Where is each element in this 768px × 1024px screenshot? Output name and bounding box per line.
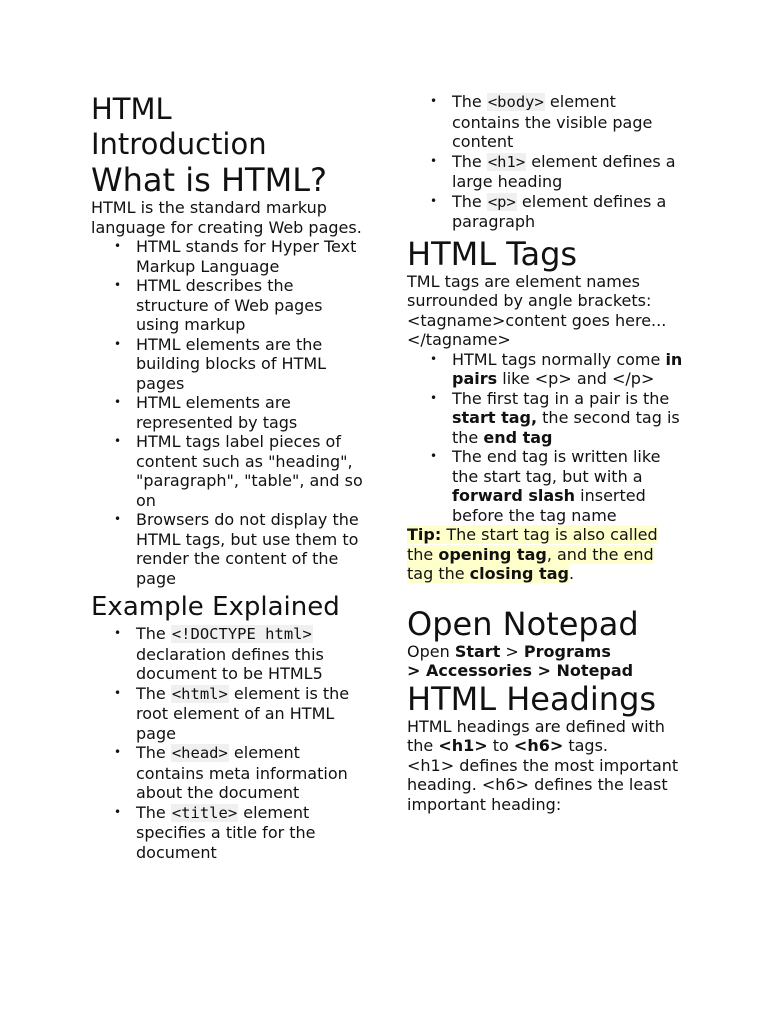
html-tags-list (407, 350, 683, 526)
item-text: The end tag is written like the start tag, but with a (452, 447, 661, 486)
list-item: • HTML stands for Hyper Text Markup Language (136, 237, 363, 276)
tip-text: . (568, 564, 575, 583)
list-item (452, 152, 683, 192)
html-tags-example: <tagname>content goes here...</tagname> (407, 310, 667, 349)
item-text: The (452, 151, 487, 171)
item-text: the second tag is the (452, 408, 680, 447)
path-separator: > (500, 641, 524, 661)
example-explained-list (91, 624, 363, 862)
item-bold: in pairs (452, 349, 683, 388)
path-accessories: Accessories (425, 661, 532, 680)
item-bold: end tag (483, 427, 553, 447)
code-snippet: <head> (171, 744, 228, 762)
path-separator: > (531, 661, 557, 680)
open-notepad-heading: Open Notepad (407, 604, 639, 643)
code-snippet: <p> (487, 192, 516, 211)
item-text: The (136, 683, 171, 703)
item-text: like <p> and </p> (497, 369, 655, 388)
code-snippet: <!DOCTYPE html> (171, 625, 312, 643)
code-snippet: <html> (171, 684, 228, 703)
item-text: inserted before the tag name (452, 486, 646, 525)
path-programs: Programs (523, 641, 611, 661)
item-text: The (452, 92, 487, 111)
para-bold: <h6> (513, 736, 564, 755)
html-tags-paragraph: TML tags are element names surrounded by angle brackets: (407, 271, 652, 310)
list-item (452, 447, 683, 525)
item-text: The (136, 624, 171, 643)
item-text: element is the root element of an HTML page (136, 683, 350, 743)
right-column (407, 92, 683, 814)
html-tags-heading: HTML Tags (407, 234, 578, 273)
tip-bold: closing tag (469, 564, 569, 583)
item-text: The (452, 191, 487, 211)
path-separator: > (407, 661, 426, 680)
html-headings-paragraph-2: <h1> defines the most important heading. <h6> defines the least important heading: (407, 755, 679, 814)
item-bold: start tag, (452, 408, 538, 427)
page-title: HTML Introduction (91, 92, 267, 161)
list-item (452, 389, 683, 448)
path-notepad: Notepad (556, 661, 634, 680)
list-item: • HTML elements are the building blocks of HTML pages (136, 335, 363, 394)
open-notepad-path (407, 642, 683, 681)
list-item (452, 192, 683, 232)
list-item (452, 92, 683, 152)
list-item: • HTML tags label pieces of content such as "heading", "paragraph", "table", and so on (136, 432, 363, 510)
item-text: element specifies a title for the document (136, 802, 316, 862)
list-item (136, 803, 363, 863)
code-snippet: <h1> (487, 152, 526, 171)
para-text: tags. (563, 736, 609, 755)
example-explained-heading: Example Explained (91, 592, 340, 622)
tip-highlight (407, 525, 658, 583)
tip-bold: opening tag (438, 544, 547, 564)
para-text: HTML headings are defined with the (407, 716, 665, 755)
html-headings-paragraph (407, 717, 683, 756)
list-item (136, 624, 363, 684)
item-text: element defines a paragraph (452, 191, 667, 231)
spacer (407, 584, 683, 606)
code-snippet: <title> (171, 803, 238, 822)
item-text: element contains meta information about the document (136, 743, 348, 802)
item-text: The first tag in a pair is the (452, 388, 670, 408)
list-item (136, 684, 363, 744)
tip-note (407, 525, 683, 584)
item-text: The (136, 802, 171, 822)
para-text: to (487, 736, 514, 755)
list-item (452, 350, 683, 389)
html-headings-heading: HTML Headings (407, 679, 657, 718)
path-start: Start (454, 641, 501, 661)
item-text: element contains the visible page content (452, 92, 653, 151)
tip-label: Tip: (407, 525, 442, 544)
item-bold: forward slash (452, 486, 576, 505)
item-text: declaration defines this document to be HTML5 (136, 644, 324, 683)
tip-text: The start tag is also called the (407, 525, 658, 564)
left-column (91, 92, 363, 862)
what-is-html-heading: What is HTML? (91, 161, 328, 199)
item-text: element defines a large heading (452, 151, 676, 191)
path-text: Open (407, 641, 455, 661)
what-is-html-paragraph: HTML is the standard markup language for creating Web pages. (91, 198, 362, 237)
example-explained-list-continued (407, 92, 683, 232)
code-snippet: <body> (487, 93, 544, 111)
list-item: • HTML describes the structure of Web pages using markup (136, 276, 363, 335)
list-item (136, 743, 363, 803)
what-is-html-list (91, 237, 363, 588)
para-bold: <h1> (438, 736, 488, 755)
list-item: • Browsers do not display the HTML tags, but use them to render the content of the page (136, 510, 363, 588)
item-text: HTML tags normally come (452, 349, 666, 369)
item-text: The (136, 743, 171, 762)
tip-text: , and the end tag the (407, 544, 654, 583)
list-item: • HTML elements are represented by tags (136, 393, 363, 432)
